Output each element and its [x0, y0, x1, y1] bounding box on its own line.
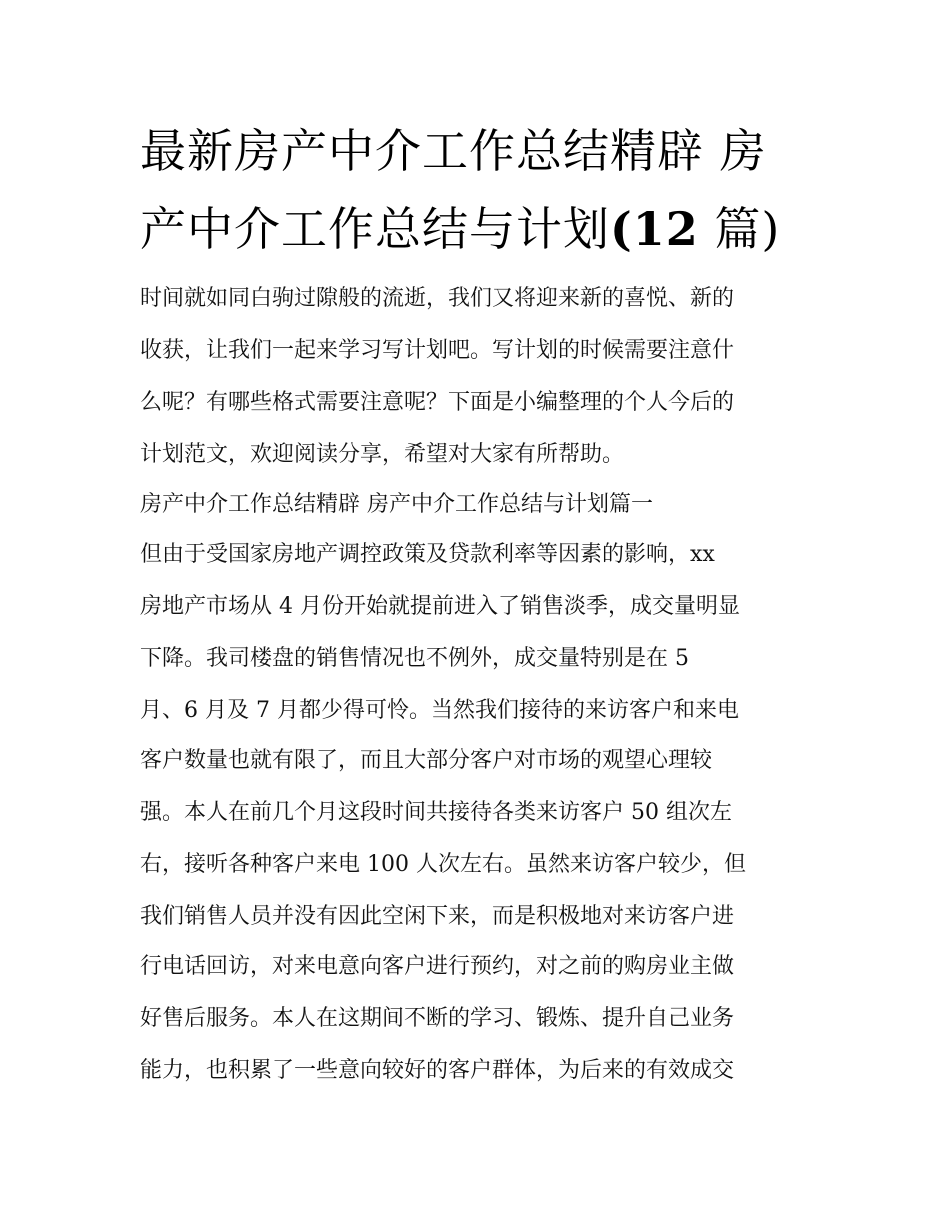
title-line-2: 产中介工作总结与计划 [140, 202, 610, 256]
body-line: 行电话回访，对来电意向客户进行预约，对之前的购房业主做 [140, 954, 735, 979]
body-line: 计划范文，欢迎阅读分享，希望对大家有所帮助。 [140, 442, 625, 467]
body-line: 下降。我司楼盘的销售情况也不例外，成交量特别是在 5 [140, 646, 689, 671]
title-count: (12 [610, 202, 699, 256]
body-line: 房地产市场从 4 月份开始就提前进入了销售淡季，成交量明显 [140, 594, 740, 619]
document-title [140, 112, 820, 268]
body-line: 客户数量也就有限了，而且大部分客户对市场的观望心理较 [140, 748, 713, 773]
body-line: 时间就如同白驹过隙般的流逝，我们又将迎来新的喜悦、新的 [140, 286, 735, 311]
body-line: 但由于受国家房地产调控政策及贷款利率等因素的影响，xx [140, 542, 715, 567]
title-line-1: 最新房产中介工作总结精辟 房 [140, 124, 767, 178]
body-line: 月、6 月及 7 月都少得可怜。当然我们接待的来访客户和来电 [140, 698, 739, 723]
section-heading: 房产中介工作总结精辟 房产中介工作总结与计划篇一 [140, 492, 653, 517]
body-line: 我们销售人员并没有因此空闲下来，而是积极地对来访客户进 [140, 904, 735, 929]
body-line: 强。本人在前几个月这段时间共接待各类来访客户 50 组次左 [140, 800, 732, 825]
body-line: 收获，让我们一起来学习写计划吧。写计划的时候需要注意什 [140, 338, 735, 363]
body-line: 能力，也积累了一些意向较好的客户群体，为后来的有效成交 [140, 1058, 735, 1083]
body-line: 么呢？有哪些格式需要注意呢？下面是小编整理的个人今后的 [140, 390, 735, 415]
title-suffix: 篇) [698, 202, 781, 256]
body-line: 好售后服务。本人在这期间不断的学习、锻炼、提升自己业务 [140, 1006, 735, 1031]
body-line: 右，接听各种客户来电 100 人次左右。虽然来访客户较少，但 [140, 852, 746, 877]
